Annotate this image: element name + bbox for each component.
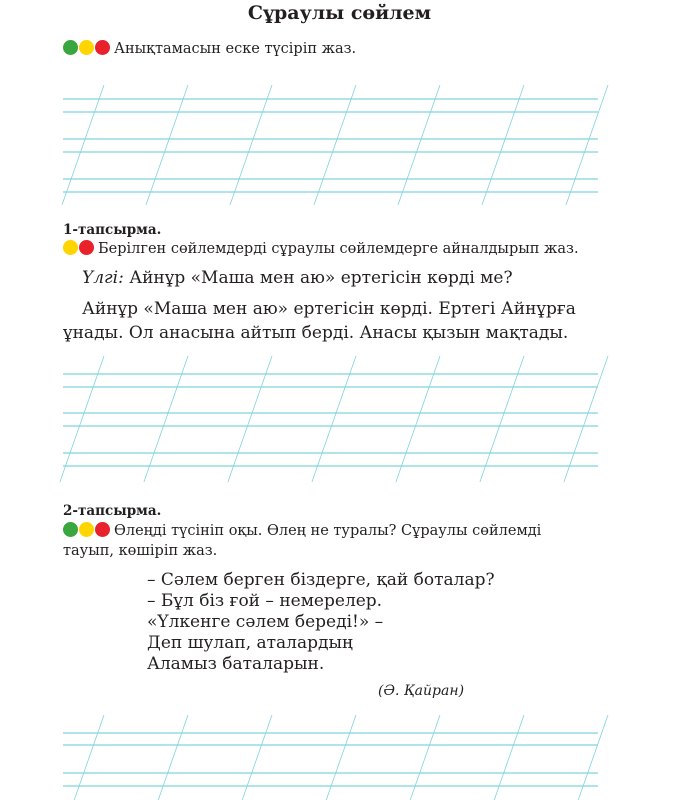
task1-instruction-text: Берілген сөйлемдерді сұраулы сөйлемдерге айналдырып жаз. (98, 241, 579, 257)
task1-paragraph-line2: ұнады. Ол анасына айтып берді. Анасы қызын мақтады. (63, 323, 569, 343)
slant-line (144, 356, 188, 482)
poem-line: «Үлкенге сәлем береді!» – (147, 612, 384, 632)
writing-lines-3[interactable] (0, 715, 679, 800)
task1-instruction (63, 240, 603, 257)
slant-line (314, 85, 356, 205)
task2-instruction-line1: Өлеңді түсініп оқы. Өлең не туралы? Сұраулы сөйлемді (114, 523, 542, 539)
slant-line (60, 356, 104, 482)
slant-line (158, 715, 188, 800)
poem-line: – Сәлем берген біздерге, қай боталар? (147, 570, 495, 590)
slant-line (146, 85, 188, 205)
yellow-dot-icon (63, 240, 78, 255)
slant-line (396, 356, 440, 482)
slant-line (564, 356, 608, 482)
task2-instruction-line2: тауып, көшіріп жаз. (63, 543, 218, 559)
slant-line (494, 715, 524, 800)
example-label: Үлгі: (82, 268, 124, 288)
difficulty-dots (63, 240, 94, 255)
slant-line (326, 715, 356, 800)
slant-line (566, 85, 608, 205)
intro-instruction (63, 40, 356, 57)
task2-instruction (63, 522, 603, 539)
slant-line (62, 85, 104, 205)
poem-line: Аламыз баталарын. (147, 654, 325, 674)
slant-line (242, 715, 272, 800)
task2-label: 2-тапсырма. (63, 503, 162, 519)
slant-line (578, 715, 608, 800)
red-dot-icon (79, 240, 94, 255)
task1-example (82, 268, 513, 288)
slant-line (480, 356, 524, 482)
poem-line: – Бұл біз ғой – немерелер. (147, 591, 383, 611)
writing-lines-2[interactable] (0, 356, 679, 482)
slant-line (74, 715, 104, 800)
example-text: Айнұр «Маша мен аю» ертегісін көрді ме? (129, 268, 513, 288)
yellow-dot-icon (79, 40, 94, 55)
slant-line (410, 715, 440, 800)
slant-line (312, 356, 356, 482)
intro-text: Анықтамасын еске түсіріп жаз. (114, 41, 357, 57)
difficulty-dots (63, 40, 110, 55)
task1-paragraph-line1: Айнұр «Маша мен аю» ертегісін көрді. Ертегі Айнұрға (82, 299, 576, 319)
slant-line (230, 85, 272, 205)
poem-author: (Ә. Қайран) (378, 683, 465, 699)
red-dot-icon (95, 40, 110, 55)
poem (147, 570, 495, 675)
green-dot-icon (63, 40, 78, 55)
page-title: Сұраулы сөйлем (247, 2, 432, 24)
slant-line (228, 356, 272, 482)
slant-line (398, 85, 440, 205)
green-dot-icon (63, 522, 78, 537)
difficulty-dots (63, 522, 110, 537)
poem-line: Деп шулап, аталардың (147, 633, 353, 653)
writing-lines-1[interactable] (0, 85, 679, 205)
task1-label: 1-тапсырма. (63, 222, 162, 238)
slant-line (482, 85, 524, 205)
red-dot-icon (95, 522, 110, 537)
yellow-dot-icon (79, 522, 94, 537)
